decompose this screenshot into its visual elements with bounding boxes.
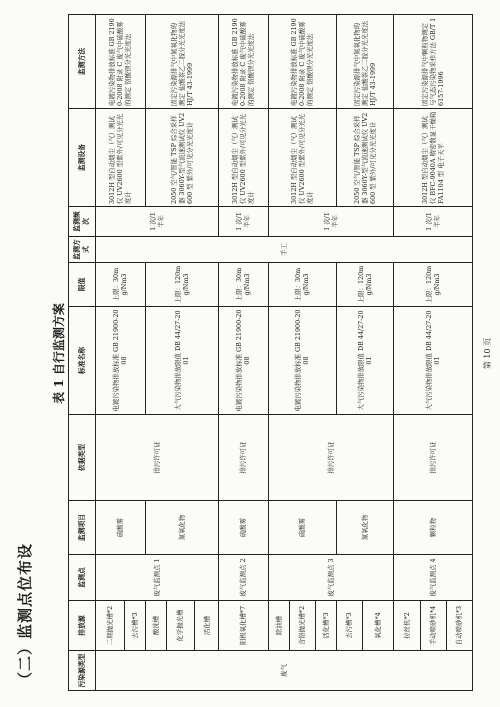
basis-cell: 排污许可证 [96, 415, 219, 501]
standard-cell: 电镀污染物排放标准 GB 21900-2008 [96, 307, 146, 415]
header-standard: 标准名称 [69, 307, 96, 415]
item-cell: 硫酸雾 [268, 501, 336, 555]
header-method: 监测方式 [69, 237, 96, 263]
section-heading: （二）监测点位布设 [16, 542, 34, 687]
equipment-cell: 3012H 型自动烟尘（气）测试仪 UV2600 型紫外/可见分光光度计 [268, 109, 336, 207]
header-point: 监测点 [69, 555, 96, 601]
monitoring-plan-table [68, 14, 473, 691]
header-limit: 限值 [69, 263, 96, 307]
source-cell: 去污槽*3 [336, 601, 362, 651]
item-cell: 氮氧化物 [145, 501, 218, 555]
source-cell: 去污槽*3 [124, 601, 145, 651]
limit-cell: 上限：120mg/Nm3 [394, 263, 473, 307]
limit-cell: 上限：120mg/Nm3 [145, 263, 218, 307]
frequency-cell: 1 次/1 半年 [268, 207, 394, 237]
analysis-cell: 固定污染源排气中颗粒物测定与气态污染物采样方法 GB/T 16157-1996 [394, 15, 473, 109]
equipment-cell: 3012H 型自动烟尘（气）测试仪 UV2600 型紫外/可见分光光度计 [96, 109, 146, 207]
limit-cell: 上限：120mg/Nm3 [336, 263, 394, 307]
source-cell: 除油槽 [268, 601, 289, 651]
source-cell: 阳极氧化槽*7 [219, 601, 269, 651]
standard-cell: 大气污染物排放限值 DB 44/27-2001 [145, 307, 218, 415]
point-cell: 废气监测点 3 [268, 555, 394, 601]
basis-cell: 排污许可证 [394, 415, 473, 501]
point-cell: 废气监测点 2 [219, 555, 269, 601]
standard-cell: 电镀污染物排放标准 GB 21900-2008 [268, 307, 336, 415]
analysis-cell: 电镀污染物排放标准 GB 21900-2008 附录 C 废气中硫酸雾的测定 铬酸钡分光光度法 [96, 15, 146, 109]
source-cell: 自动喷砂机*3 [446, 601, 472, 651]
analysis-cell: 电镀污染物排放标准 GB 21900-2008 附录 C 废气中硫酸雾的测定 铬酸钡分光光度法 [268, 15, 336, 109]
standard-cell: 大气污染物排放限值 DB 44/27-2001 [336, 307, 394, 415]
analysis-cell: 固定污染源排气中氮氧化物的测定 盐酸萘乙二胺分光光度法 HJ/T 43-1999 [145, 15, 218, 109]
header-analysis: 监测方法 [69, 15, 96, 109]
equipment-cell: 3012H 型自动烟尘（气）测试仪 BFC-9040A 精密数显干燥箱 FA1104 型 电子天平 [394, 109, 473, 207]
limit-cell: 上限：30mg/Nm3 [219, 263, 269, 307]
analysis-cell: 电镀污染物排放标准 GB 21900-2008 附录 C 废气中硫酸雾的测定 铬酸钡分光光度法 [219, 15, 269, 109]
source-cell: 活化槽*3 [315, 601, 336, 651]
analysis-cell: 固定污染源排气中氮氧化物的测定 盐酸萘乙二胺分光光度法 HJ/T 43-1999 [336, 15, 394, 109]
method-cell: 手工 [96, 237, 473, 263]
point-cell: 废气监测点 4 [394, 555, 473, 601]
frequency-cell: 1 次/1 半年 [219, 207, 269, 237]
page-number: 第 10 页 [483, 337, 492, 370]
source-cell: 酸洗槽 [145, 601, 166, 651]
header-source: 排放源 [69, 601, 96, 651]
limit-cell: 上限：30mg/Nm3 [96, 263, 146, 307]
equipment-cell: 2050 空气/智能 TSP 综合采样器 3060Y-型气流速测试仪 UV2600 型 紫外/可见分光光度计 [145, 109, 218, 207]
source-cell: 化学抛光槽 [166, 601, 195, 651]
header-frequency: 监测频次 [69, 207, 96, 237]
header-pollutant-type: 污染源类型 [69, 651, 96, 691]
table-row [394, 15, 420, 691]
header-basis-type: 依据类型 [69, 415, 96, 501]
equipment-cell: 3012H 型自动烟尘（气）测试仪 UV2600 型紫外/可见分光光度计 [219, 109, 269, 207]
standard-cell: 电镀污染物排放标准 GB 21900-2008 [219, 307, 269, 415]
item-cell: 氮氧化物 [336, 501, 394, 555]
source-cell: 二期抛光槽*2 [96, 601, 125, 651]
source-cell: 含铬抛光槽*2 [289, 601, 315, 651]
item-cell: 颗粒物 [394, 501, 473, 555]
table-row [268, 15, 289, 691]
basis-cell: 排污许可证 [219, 415, 269, 501]
table-title: 表 1 自行监测方案 [52, 303, 66, 404]
source-cell: 手动喷砂机*4 [420, 601, 446, 651]
basis-cell: 排污许可证 [268, 415, 394, 501]
pollutant-type-cell: 废气 [96, 651, 473, 691]
header-equipment: 监测设备 [69, 109, 96, 207]
point-cell: 废气监测点 1 [96, 555, 219, 601]
source-cell: 活化槽 [195, 601, 219, 651]
source-cell: 氧化槽*4 [362, 601, 393, 651]
item-cell: 硫酸雾 [96, 501, 146, 555]
equipment-cell: 2050 空气/智能 TSP 综合采样器 3060Y-型气流速测试仪 UV2600 型 紫外/可见分光光度计 [336, 109, 394, 207]
frequency-cell: 1 次/1 半年 [394, 207, 473, 237]
table-row [96, 15, 125, 691]
standard-cell: 大气污染物排放限值 DB 44/27-2001 [394, 307, 473, 415]
frequency-cell: 1 次/1 半年 [96, 207, 219, 237]
item-cell: 硫酸雾 [219, 501, 269, 555]
header-item: 监测项目 [69, 501, 96, 555]
table-row [219, 15, 269, 691]
source-cell: 拉丝机*2 [394, 601, 420, 651]
table-header-row [69, 15, 96, 691]
limit-cell: 上限：30mg/Nm3 [268, 263, 336, 307]
